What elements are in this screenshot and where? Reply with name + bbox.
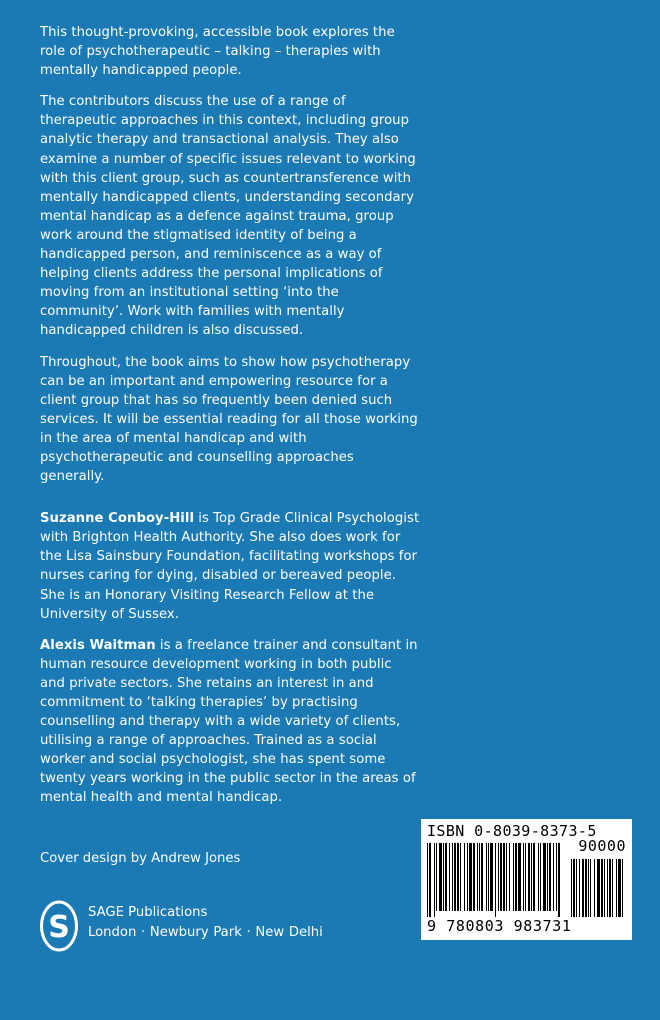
author-bio-2 — [40, 636, 420, 808]
barcode-bar — [556, 843, 557, 911]
addon-bar — [594, 859, 595, 917]
blurb-paragraph-1: This thought-provoking, accessible book explores the role of psychotherapeutic – talking – therapies with mentally handicapped people. — [40, 25, 395, 79]
sage-logo-letter: S — [48, 910, 70, 945]
barcode-bar — [469, 843, 472, 911]
blurb-paragraph-3: Throughout, the book aims to show how psychotherapy can be an important and empowering resource for a client group that has so frequently been denied such services. It will be essential reading for all those working in the area of mental handicap and with psychotherapeutic and counselling approaches generally. — [40, 354, 418, 485]
addon-bar — [576, 859, 577, 917]
sage-logo-icon — [40, 900, 78, 952]
isbn-barcode — [421, 819, 632, 940]
barcode-bar — [531, 843, 532, 911]
barcode-bar — [495, 843, 496, 917]
addon-bar — [590, 859, 591, 917]
barcode-bar — [523, 843, 524, 911]
addon-bar — [622, 859, 623, 917]
blurb-paragraph-2: The contributors discuss the use of a range of therapeutic approaches in this context, including group analytic therapy and transactional analysis. They also examine a number of specific issues relevant to working with this client group, such as countertransference with mentally handicapped clients, understanding secondary mental handicap as a defence against trauma, group work around the stigmatised identity of being a handicapped person, and reminiscence as a way of helping clients address the personal implications of moving from an institutional setting ‘into the community’. Work with families with mentally handicapped children is also discussed. — [40, 94, 416, 339]
barcode-bar — [543, 843, 546, 911]
author-bio-text-2: is a freelance trainer and consultant in human resource development working in both public and private sectors. She retains an interest in and commitment to ‘talking therapies’ by practising counselling and therapy with a wide variety of clients, utilising a range of approaches. Trained as a social worker and social psychologist, she has spent some twenty years working in the public sector in the areas of mental health and mental handicap. — [40, 637, 418, 806]
barcode-bar — [558, 843, 560, 917]
barcode-bar — [518, 843, 521, 911]
barcode-bar — [434, 843, 435, 917]
barcode-bar — [449, 843, 450, 911]
back-cover-text — [40, 23, 420, 820]
addon-bar — [571, 859, 572, 917]
addon-bar — [612, 859, 613, 917]
barcode-bar — [457, 843, 459, 911]
barcode-bar — [553, 843, 554, 911]
addon-bar — [616, 859, 617, 917]
barcode-bar — [477, 843, 478, 911]
addon-bar — [618, 859, 621, 917]
addon-bar — [601, 859, 603, 917]
ean-digits: 9 780803 983731 — [427, 917, 572, 935]
barcode-bar — [500, 843, 502, 911]
author-bio-1 — [40, 509, 420, 624]
barcode-bar — [540, 843, 541, 911]
barcode-bar — [538, 843, 539, 911]
isbn-label: ISBN 0-8039-8373-5 — [427, 822, 597, 840]
barcode-bar — [509, 843, 510, 911]
addon-bar — [607, 859, 608, 917]
publisher-cities: London · Newbury Park · New Delhi — [88, 925, 323, 940]
barcode-bar — [515, 843, 517, 911]
barcode-bar — [473, 843, 475, 911]
barcode-bar — [481, 843, 483, 911]
addon-bar — [597, 859, 600, 917]
barcode-bar — [464, 843, 465, 911]
barcode-bar — [439, 843, 442, 911]
barcode-bar — [479, 843, 480, 911]
barcode-bar — [533, 843, 535, 911]
barcode-bar — [467, 843, 468, 911]
barcode-bar — [503, 843, 505, 911]
barcode-bar — [486, 843, 487, 911]
barcode-bar — [445, 843, 447, 911]
barcode-bar — [429, 843, 431, 917]
addon-bar — [604, 859, 605, 917]
cover-design-credit: Cover design by Andrew Jones — [40, 851, 241, 866]
price-code: 90000 — [578, 837, 626, 855]
barcode-bar — [547, 843, 548, 911]
barcode-bar — [436, 843, 437, 911]
barcode-bar — [490, 843, 493, 911]
addon-bar — [588, 859, 589, 917]
addon-bar — [582, 859, 584, 917]
addon-bar — [573, 859, 575, 917]
author-bio-text-1: is Top Grade Clinical Psychologist with Brighton Health Authority. She also does work for the Lisa Sainsbury Foundation, facilitating workshops for nurses caring for dying, disabled or bereaved people. She is an Honorary Visiting Research Fellow at the University of Sussex. — [40, 511, 420, 622]
publisher-name: SAGE Publications — [88, 905, 208, 920]
barcode-bar — [460, 843, 461, 911]
barcode-bar — [452, 843, 453, 911]
author-name-1: Suzanne Conboy-Hill — [40, 511, 195, 527]
barcode-bar — [549, 843, 551, 911]
barcode-bar — [528, 843, 530, 911]
barcode-bar — [443, 843, 444, 911]
addon-bar — [609, 859, 611, 917]
barcode-bar — [525, 843, 526, 911]
barcode-bar — [513, 843, 514, 911]
barcode-bar — [488, 843, 489, 911]
barcode-bar — [427, 843, 428, 917]
author-name-2: Alexis Waitman — [40, 637, 156, 653]
addon-bar — [585, 859, 587, 917]
barcode-bars — [425, 843, 628, 917]
barcode-bar — [506, 843, 507, 911]
barcode-bar — [498, 843, 499, 911]
barcode-bar — [454, 843, 456, 911]
addon-bar — [579, 859, 580, 917]
